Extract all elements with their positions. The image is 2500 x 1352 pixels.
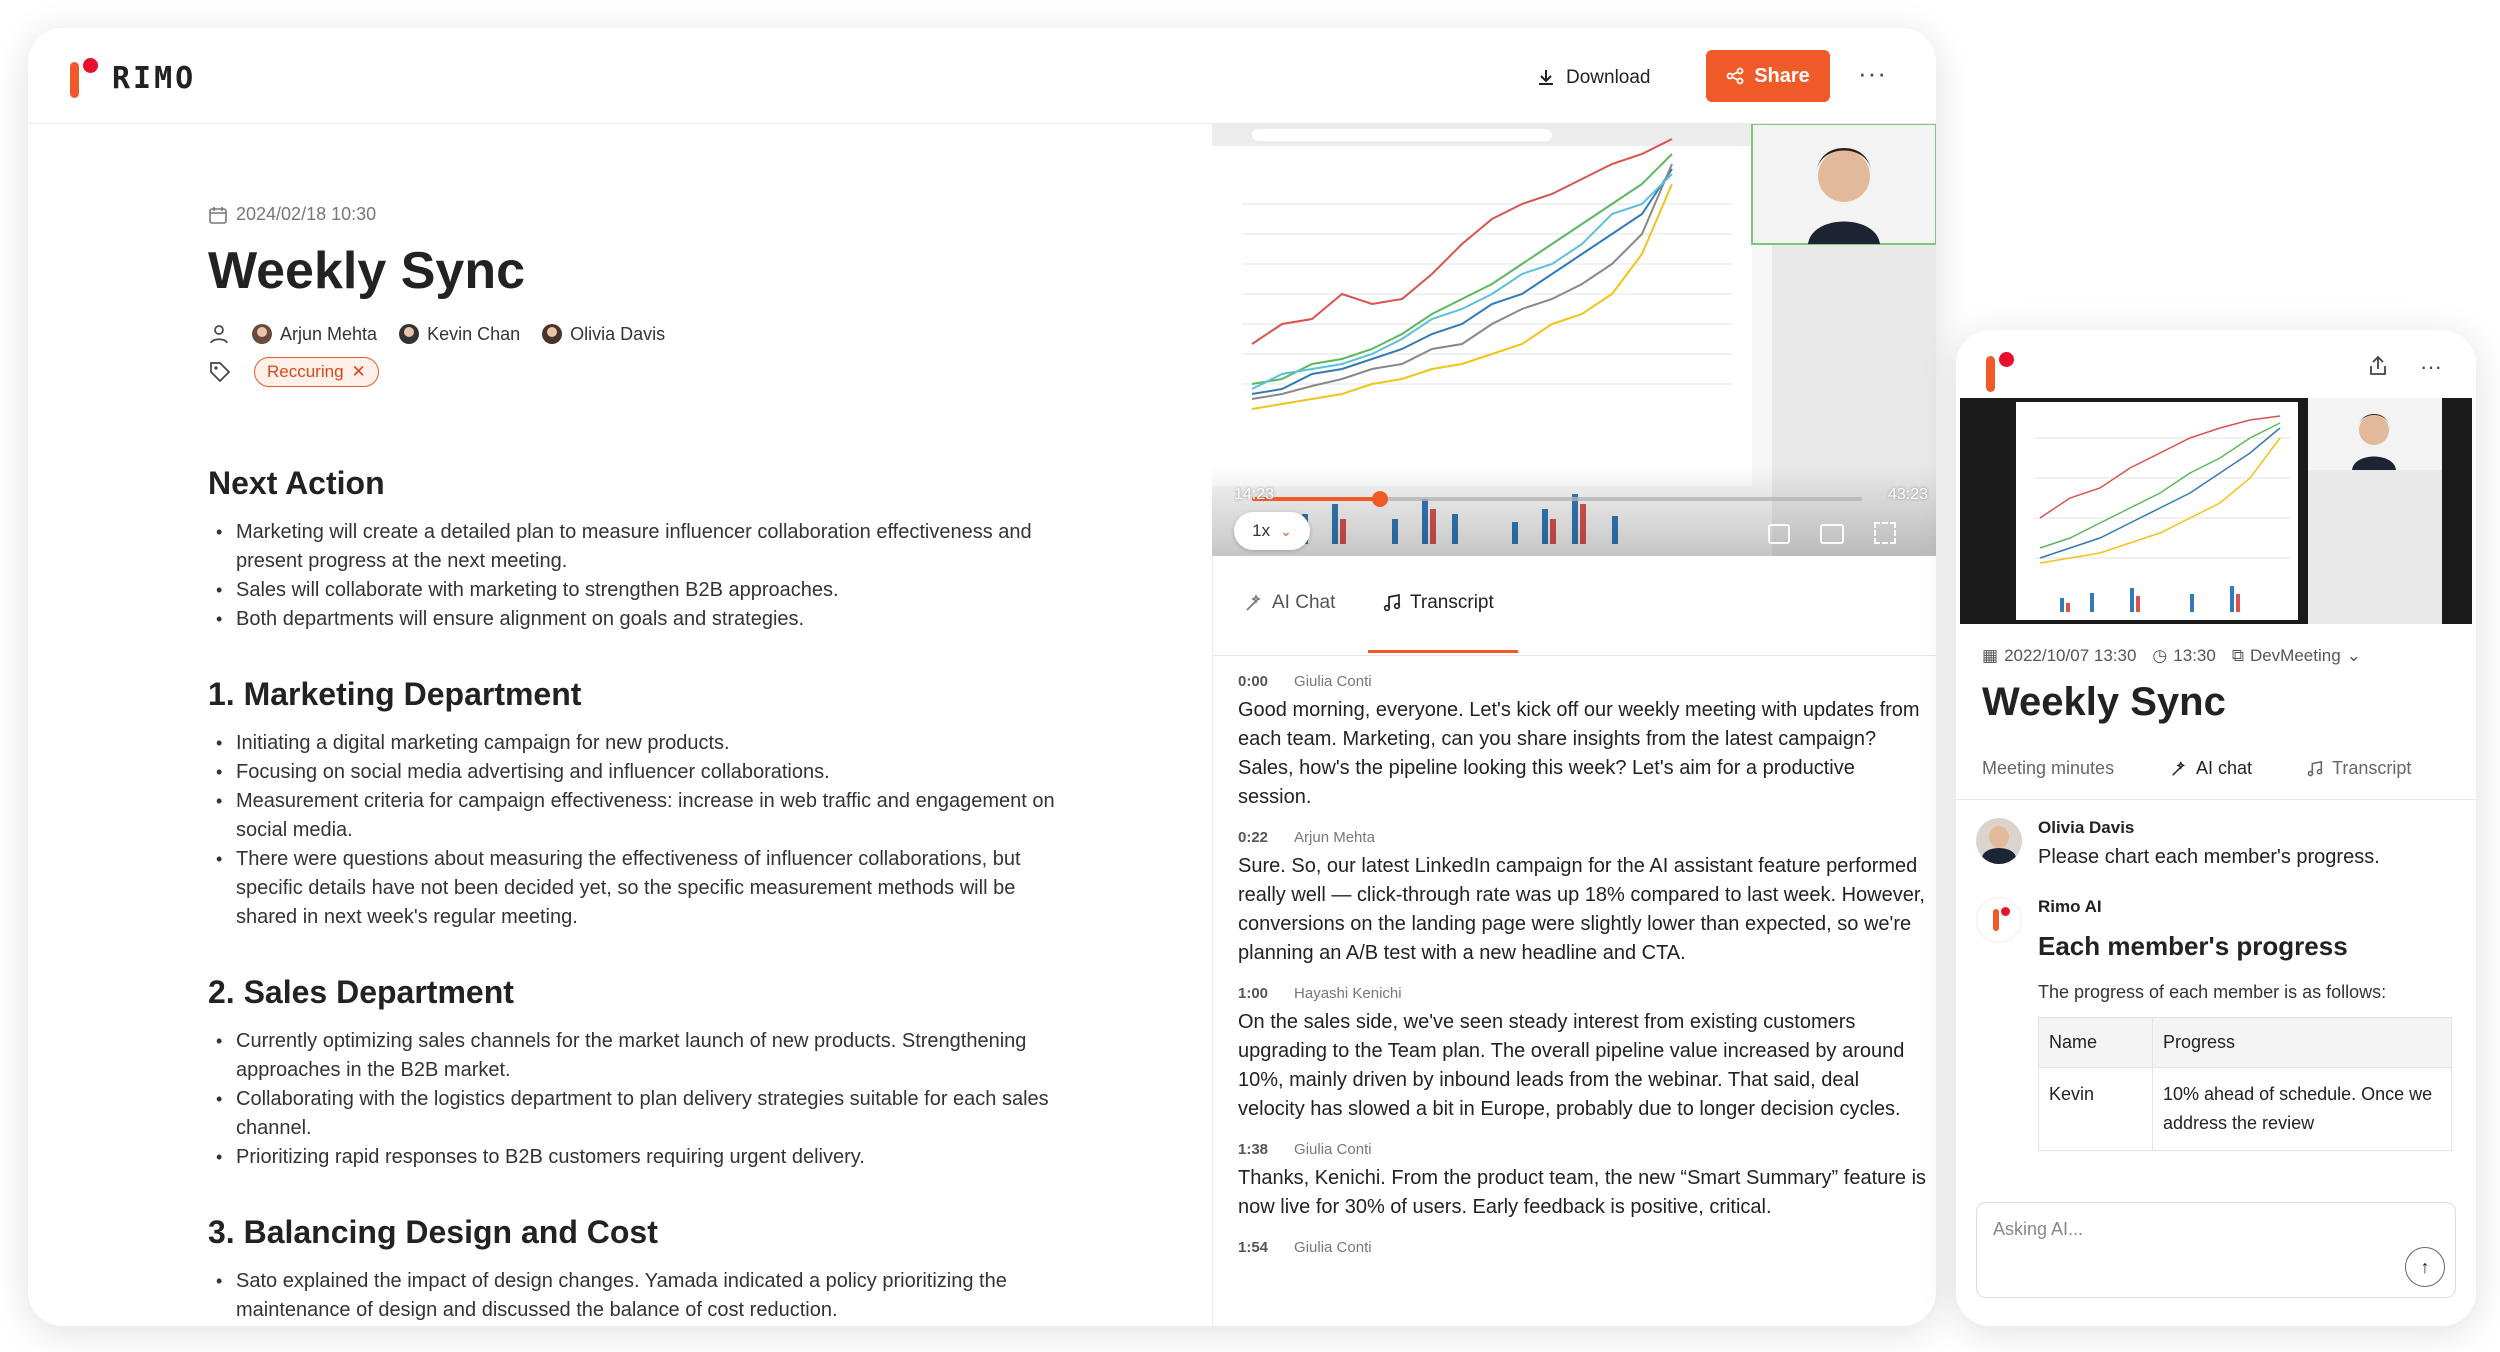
avatar bbox=[399, 324, 419, 344]
duration-text: 13:30 bbox=[2173, 646, 2216, 665]
participants-row bbox=[208, 323, 1068, 345]
response-intro: The progress of each member is as follows: bbox=[2038, 982, 2387, 1002]
tab-ai-chat[interactable] bbox=[2170, 758, 2252, 779]
more-options-button[interactable]: ··· bbox=[2420, 354, 2442, 379]
avatar bbox=[542, 324, 562, 344]
logo-mark-icon[interactable] bbox=[1986, 352, 2018, 392]
segment-text: Good morning, everyone. Let's kick off our weekly meeting with updates from each team. Marketing, can you share insights from the latest campaign? Sales, how's the pipeline looking this week? Let's aim for a productive session. bbox=[1238, 699, 1920, 808]
shared-screen-thumbnail bbox=[1212, 124, 1936, 556]
bullet-list bbox=[208, 518, 1068, 634]
send-button[interactable] bbox=[2405, 1247, 2445, 1287]
transcript-list bbox=[1238, 656, 1928, 1262]
tab-meeting-minutes[interactable] bbox=[1982, 758, 2114, 779]
participant-chip[interactable] bbox=[399, 324, 520, 345]
speaker-name: Hayashi Kenichi bbox=[1294, 985, 1402, 1002]
section-heading: Next Action bbox=[208, 465, 385, 501]
column-header: Progress bbox=[2153, 1018, 2452, 1068]
tab-ai-chat[interactable] bbox=[1244, 592, 1335, 614]
participant-name: Arjun Mehta bbox=[280, 323, 378, 344]
more-options-button[interactable]: ··· bbox=[1858, 58, 1887, 88]
input-placeholder: Asking AI... bbox=[1993, 1219, 2084, 1239]
meeting-notes bbox=[208, 204, 1068, 1325]
share-icon bbox=[1726, 67, 1744, 85]
column-header: Name bbox=[2039, 1018, 2153, 1068]
section-heading: 1. Marketing Department bbox=[208, 676, 582, 712]
logo-text: RIMO bbox=[112, 60, 197, 96]
top-bar bbox=[28, 28, 1936, 124]
participant-chip[interactable] bbox=[542, 324, 665, 345]
playback-scrubber[interactable] bbox=[1372, 491, 1388, 507]
tab-transcript[interactable] bbox=[2306, 758, 2411, 779]
speaker-name: Giulia Conti bbox=[1294, 1239, 1372, 1256]
sender-name: Olivia Davis bbox=[2038, 818, 2135, 837]
ai-chat-thread bbox=[1976, 818, 2466, 1151]
transcript-segment[interactable] bbox=[1238, 1239, 1928, 1256]
chevron-down-icon: ⌄ bbox=[2346, 646, 2361, 665]
captions-icon[interactable] bbox=[1820, 524, 1844, 544]
folder-icon: ⧉ bbox=[2231, 646, 2244, 665]
desktop-window bbox=[28, 28, 1936, 1326]
list-item: • There were questions about measuring the effectiveness of influencer collaborations, but specific details have not been decided yet, so the specific measurement methods will be shared in next week's regular meeting. bbox=[208, 845, 1068, 932]
list-item: • Measurement criteria for campaign effectiveness: increase in web traffic and engagement on social media. bbox=[208, 787, 1068, 845]
tag-icon bbox=[208, 360, 232, 384]
table-cell: 10% ahead of schedule. Once we address the review bbox=[2153, 1068, 2452, 1151]
mobile-window bbox=[1956, 330, 2476, 1326]
ask-ai-input[interactable] bbox=[1976, 1202, 2456, 1298]
rimo-ai-avatar bbox=[1976, 897, 2022, 943]
recurring-tag[interactable] bbox=[254, 357, 379, 387]
response-heading: Each member's progress bbox=[2038, 931, 2348, 961]
segment-text: Thanks, Kenichi. From the product team, the new “Smart Summary” feature is now live for 30% of users. Early feedback is positive, critical. bbox=[1238, 1167, 1927, 1218]
person-icon bbox=[208, 323, 230, 345]
download-icon bbox=[1536, 68, 1556, 88]
download-label: Download bbox=[1566, 67, 1651, 88]
section-marketing bbox=[208, 676, 1068, 932]
meeting-date bbox=[208, 204, 1068, 225]
timestamp[interactable]: 1:38 bbox=[1238, 1141, 1269, 1158]
section-sales bbox=[208, 974, 1068, 1172]
music-note-icon bbox=[1382, 593, 1402, 613]
timestamp[interactable]: 0:00 bbox=[1238, 673, 1269, 690]
tab-label: Transcript bbox=[1410, 592, 1494, 613]
participant-chip[interactable] bbox=[252, 324, 377, 345]
segment-text: On the sales side, we've seen steady interest from existing customers upgrading to the Team plan. The overall pipeline value increased by around 10%, mainly driven by inbound leads from the webinar. That said, deal velocity has slowed a bit in Europe, probably due to longer decision cycles. bbox=[1238, 1011, 1905, 1120]
table-cell: Kevin bbox=[2039, 1068, 2153, 1151]
segment-text: Sure. So, our latest LinkedIn campaign for the AI assistant feature performed really well — click-through rate was up 18% compared to last week. However, conversions on the landing page were slightly lower than expected, so we're planning an A/B test with a new headline and CTA. bbox=[1238, 855, 1925, 964]
tab-label: Transcript bbox=[2332, 758, 2412, 778]
tab-transcript[interactable] bbox=[1382, 592, 1494, 614]
speaker-name: Arjun Mehta bbox=[1294, 829, 1375, 846]
list-item: • Focusing on social media advertising and influencer collaborations. bbox=[208, 758, 1068, 787]
table-row bbox=[2039, 1068, 2452, 1151]
timestamp[interactable]: 1:54 bbox=[1238, 1239, 1269, 1256]
list-item: • Sato explained the impact of design changes. Yamada indicated a policy prioritizing the maintenance of design and discussed the balance of cost reduction. bbox=[208, 1267, 1068, 1325]
panel-divider bbox=[1212, 556, 1213, 1326]
share-icon[interactable] bbox=[2366, 354, 2390, 378]
mobile-video-player[interactable] bbox=[1960, 398, 2472, 624]
arrow-up-icon: ↑ bbox=[2420, 1256, 2430, 1277]
bullet-list bbox=[208, 1267, 1068, 1325]
shared-screen-thumbnail bbox=[1960, 398, 2472, 624]
list-item: • Initiating a digital marketing campaign for new products. bbox=[208, 729, 1068, 758]
meeting-date bbox=[1982, 646, 2136, 666]
ai-message bbox=[1976, 897, 2466, 1151]
section-design-cost bbox=[208, 1214, 1068, 1325]
message-text: Please chart each member's progress. bbox=[2038, 846, 2380, 868]
sender-name: Rimo AI bbox=[2038, 897, 2102, 916]
tab-label: AI Chat bbox=[1272, 592, 1336, 613]
table-header-row bbox=[2039, 1018, 2452, 1068]
bullet-list bbox=[208, 729, 1068, 932]
page-title[interactable]: Weekly Sync bbox=[1982, 680, 2226, 724]
list-item: • Sales will collaborate with marketing to strengthen B2B approaches. bbox=[208, 576, 1068, 605]
section-heading: 2. Sales Department bbox=[208, 974, 514, 1010]
picture-icon[interactable] bbox=[1768, 524, 1790, 544]
transcript-segment[interactable] bbox=[1238, 829, 1928, 968]
fullscreen-icon[interactable] bbox=[1874, 522, 1896, 544]
timestamp[interactable]: 0:22 bbox=[1238, 829, 1269, 846]
remove-tag-icon[interactable]: ✕ bbox=[351, 362, 366, 381]
mobile-meeting-meta bbox=[1982, 646, 2361, 666]
magic-wand-icon bbox=[1244, 593, 1264, 613]
calendar-icon: ▦ bbox=[1982, 646, 1999, 665]
tab-label: Meeting minutes bbox=[1982, 758, 2115, 778]
current-time: 14:23 bbox=[1234, 486, 1275, 503]
participant-name: Kevin Chan bbox=[427, 323, 521, 344]
music-note-icon bbox=[2306, 760, 2324, 778]
panel-tabs bbox=[1212, 556, 1936, 656]
magic-wand-icon bbox=[2170, 760, 2188, 778]
bullet-list bbox=[208, 1027, 1068, 1172]
meeting-duration bbox=[2152, 646, 2215, 666]
avatar bbox=[1976, 818, 2022, 864]
transcript-segment[interactable] bbox=[1238, 673, 1928, 812]
list-item: • Marketing will create a detailed plan to measure influencer collaboration effectiveness and present progress at the next meeting. bbox=[208, 518, 1068, 576]
mobile-toolbar bbox=[2366, 354, 2442, 380]
playback-speed-select[interactable] bbox=[1234, 512, 1310, 550]
rimo-logo[interactable] bbox=[70, 58, 196, 98]
mobile-tabs bbox=[1956, 742, 2476, 800]
list-item: • Both departments will ensure alignment on goals and strategies. bbox=[208, 605, 1068, 634]
page-title[interactable]: Weekly Sync bbox=[208, 242, 526, 300]
active-tab-indicator bbox=[1368, 650, 1518, 653]
download-button[interactable] bbox=[1536, 58, 1651, 98]
share-label: Share bbox=[1754, 64, 1810, 87]
avatar bbox=[252, 324, 272, 344]
speaker-name: Giulia Conti bbox=[1294, 1141, 1372, 1158]
clock-icon: ◷ bbox=[2152, 646, 2168, 665]
folder-select[interactable] bbox=[2232, 646, 2361, 666]
transcript-segment[interactable] bbox=[1238, 1141, 1928, 1222]
list-item: • Collaborating with the logistics department to plan delivery strategies suitable for each sales channel. bbox=[208, 1085, 1068, 1143]
tab-label: AI chat bbox=[2196, 758, 2253, 778]
tag-label: Reccuring bbox=[267, 362, 344, 381]
share-button[interactable] bbox=[1706, 50, 1830, 102]
section-next-action bbox=[208, 465, 1068, 634]
section-heading: 3. Balancing Design and Cost bbox=[208, 1214, 658, 1250]
tags-row bbox=[208, 357, 1068, 387]
calendar-icon bbox=[208, 205, 228, 225]
date-text: 2022/10/07 13:30 bbox=[2004, 646, 2137, 665]
user-message bbox=[1976, 818, 2466, 869]
list-item: • Currently optimizing sales channels for the market launch of new products. Strengthening approaches in the B2B market. bbox=[208, 1027, 1068, 1085]
date-text: 2024/02/18 10:30 bbox=[236, 204, 377, 224]
progress-table bbox=[2038, 1017, 2452, 1151]
speaker-name: Giulia Conti bbox=[1294, 673, 1372, 690]
list-item: • Prioritizing rapid responses to B2B customers requiring urgent delivery. bbox=[208, 1143, 1068, 1172]
transcript-segment[interactable] bbox=[1238, 985, 1928, 1124]
chevron-down-icon: ⌄ bbox=[1280, 522, 1292, 539]
total-time: 43:23 bbox=[1888, 486, 1929, 503]
logo-mark-icon bbox=[70, 58, 102, 98]
folder-text: DevMeeting bbox=[2249, 646, 2341, 665]
speed-value: 1x bbox=[1252, 521, 1271, 540]
participant-name: Olivia Davis bbox=[570, 323, 666, 344]
video-player[interactable] bbox=[1212, 124, 1936, 556]
timestamp[interactable]: 1:00 bbox=[1238, 985, 1269, 1002]
